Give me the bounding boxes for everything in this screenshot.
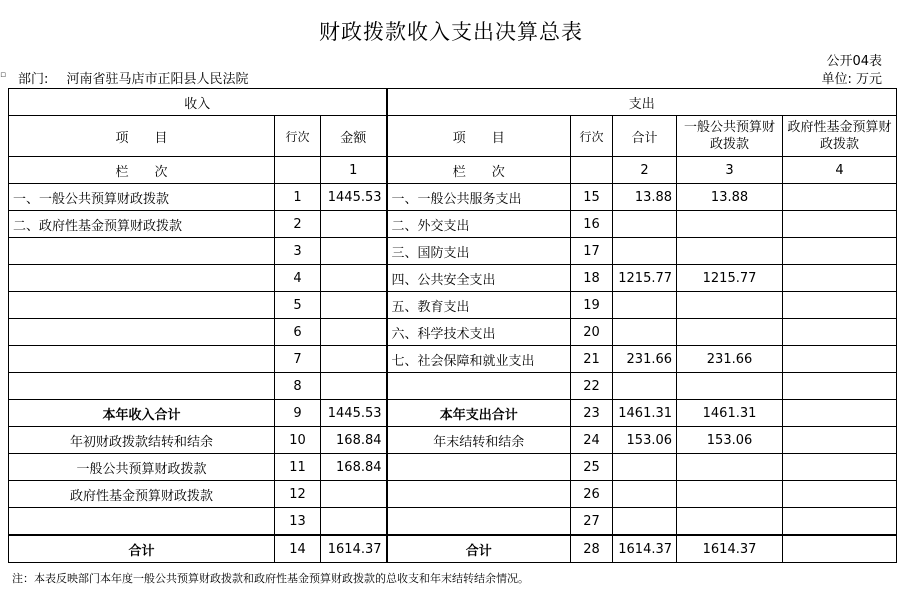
expense-line-cell: 15 [571, 184, 613, 211]
col-2-label: 2 [613, 157, 677, 184]
expense-total-cell: 231.66 [613, 346, 677, 373]
expense-item-cell: 五、教育支出 [387, 292, 571, 319]
income-amount-cell [321, 238, 387, 265]
table-row [9, 400, 897, 427]
expense-line-cell: 24 [571, 427, 613, 454]
general-budget-cell [677, 238, 783, 265]
table-row [9, 481, 897, 508]
general-budget-header: 一般公共预算财政拨款 [677, 116, 783, 157]
budget-table [8, 88, 897, 563]
footnote: 注：本表反映部门本年度一般公共预算财政拨款和政府性基金预算财政拨款的总收支和年末结转结余情况。 [12, 572, 529, 585]
expense-total-cell: 1461.31 [613, 400, 677, 427]
expense-line-cell: 22 [571, 373, 613, 400]
general-budget-cell [677, 292, 783, 319]
fund-budget-cell [783, 373, 897, 400]
income-item-cell: 合计 [9, 535, 275, 563]
expense-line-cell: 26 [571, 481, 613, 508]
table-body [9, 184, 897, 563]
income-item-cell: 年初财政拨款结转和结余 [9, 427, 275, 454]
income-amount-cell: 1445.53 [321, 400, 387, 427]
general-budget-cell [677, 211, 783, 238]
income-line-cell: 14 [275, 535, 321, 563]
table-row [9, 238, 897, 265]
income-line-header: 行次 [275, 116, 321, 157]
anchor-mark-icon: ▫ [0, 70, 7, 80]
income-column-label: 栏 次 [9, 157, 275, 184]
table-row [9, 508, 897, 536]
expense-item-cell [387, 481, 571, 508]
expense-total-cell [613, 373, 677, 400]
fund-budget-cell [783, 292, 897, 319]
general-budget-cell [677, 481, 783, 508]
general-budget-cell [677, 373, 783, 400]
fund-budget-cell [783, 184, 897, 211]
income-line-cell: 3 [275, 238, 321, 265]
income-item-cell [9, 265, 275, 292]
expense-item-cell: 七、社会保障和就业支出 [387, 346, 571, 373]
income-line-cell: 8 [275, 373, 321, 400]
general-budget-cell: 1614.37 [677, 535, 783, 563]
expense-item-cell: 三、国防支出 [387, 238, 571, 265]
expense-item-header: 项 目 [387, 116, 571, 157]
general-budget-cell: 13.88 [677, 184, 783, 211]
fund-budget-cell [783, 238, 897, 265]
expense-total-cell: 1215.77 [613, 265, 677, 292]
expense-total-header: 合计 [613, 116, 677, 157]
expense-total-cell [613, 238, 677, 265]
income-amount-cell [321, 481, 387, 508]
general-budget-cell: 1461.31 [677, 400, 783, 427]
general-budget-cell: 153.06 [677, 427, 783, 454]
expense-item-cell [387, 454, 571, 481]
income-amount-cell: 1614.37 [321, 535, 387, 563]
income-amount-cell: 1445.53 [321, 184, 387, 211]
income-item-cell [9, 373, 275, 400]
income-item-cell [9, 508, 275, 536]
col-4-label: 4 [783, 157, 897, 184]
fund-budget-cell [783, 481, 897, 508]
income-line-cell: 9 [275, 400, 321, 427]
income-line-cell: 2 [275, 211, 321, 238]
income-item-header: 项 目 [9, 116, 275, 157]
general-budget-cell [677, 508, 783, 536]
col-1-label: 1 [321, 157, 387, 184]
income-line-cell: 7 [275, 346, 321, 373]
fund-budget-cell [783, 265, 897, 292]
fund-budget-cell [783, 535, 897, 563]
fund-budget-cell [783, 211, 897, 238]
income-item-cell: 本年收入合计 [9, 400, 275, 427]
fund-budget-cell [783, 346, 897, 373]
fund-budget-cell [783, 400, 897, 427]
income-amount-cell [321, 265, 387, 292]
expense-total-cell [613, 481, 677, 508]
expense-item-cell: 一、一般公共服务支出 [387, 184, 571, 211]
income-header: 收入 [9, 89, 387, 116]
income-item-cell: 一、一般公共预算财政拨款 [9, 184, 275, 211]
table-row [9, 292, 897, 319]
expense-total-cell [613, 211, 677, 238]
department-name: 河南省驻马店市正阳县人民法院 [66, 72, 249, 87]
income-line-cell: 6 [275, 319, 321, 346]
income-amount-cell [321, 211, 387, 238]
expense-line-cell: 23 [571, 400, 613, 427]
expense-total-cell [613, 454, 677, 481]
expense-header: 支出 [387, 89, 897, 116]
income-amount-header: 金额 [321, 116, 387, 157]
department-label: 部门: [18, 72, 49, 87]
expense-line-cell: 28 [571, 535, 613, 563]
income-item-cell [9, 319, 275, 346]
expense-total-cell [613, 508, 677, 536]
expense-item-cell: 二、外交支出 [387, 211, 571, 238]
fund-budget-cell [783, 319, 897, 346]
income-item-cell [9, 346, 275, 373]
table-row [9, 265, 897, 292]
expense-total-cell: 153.06 [613, 427, 677, 454]
income-line-cell: 5 [275, 292, 321, 319]
income-item-cell: 一般公共预算财政拨款 [9, 454, 275, 481]
income-line-cell: 10 [275, 427, 321, 454]
expense-line-cell: 25 [571, 454, 613, 481]
income-line-cell: 12 [275, 481, 321, 508]
expense-line-header: 行次 [571, 116, 613, 157]
expense-line-cell: 20 [571, 319, 613, 346]
expense-item-cell: 本年支出合计 [387, 400, 571, 427]
general-budget-cell: 1215.77 [677, 265, 783, 292]
expense-item-cell [387, 373, 571, 400]
expense-total-cell: 1614.37 [613, 535, 677, 563]
expense-line-cell: 16 [571, 211, 613, 238]
form-number: 公开04表 [826, 54, 882, 69]
table-row [9, 319, 897, 346]
income-item-cell [9, 292, 275, 319]
income-line-cell: 1 [275, 184, 321, 211]
table-row [9, 454, 897, 481]
expense-item-cell: 六、科学技术支出 [387, 319, 571, 346]
table-row [9, 373, 897, 400]
fund-budget-cell [783, 454, 897, 481]
table-row [9, 211, 897, 238]
table-row [9, 346, 897, 373]
income-amount-cell [321, 292, 387, 319]
expense-item-cell: 合计 [387, 535, 571, 563]
income-amount-cell [321, 319, 387, 346]
expense-item-cell: 四、公共安全支出 [387, 265, 571, 292]
department-line [18, 68, 249, 87]
col-3-label: 3 [677, 157, 783, 184]
income-item-cell: 政府性基金预算财政拨款 [9, 481, 275, 508]
expense-line-cell: 19 [571, 292, 613, 319]
income-line-cell: 4 [275, 265, 321, 292]
income-amount-cell: 168.84 [321, 427, 387, 454]
expense-total-cell [613, 319, 677, 346]
report-title: 财政拨款收入支出决算总表 [319, 20, 583, 44]
expense-item-cell [387, 508, 571, 536]
general-budget-cell: 231.66 [677, 346, 783, 373]
income-item-cell: 二、政府性基金预算财政拨款 [9, 211, 275, 238]
fund-budget-cell [783, 427, 897, 454]
expense-total-cell [613, 292, 677, 319]
income-item-cell [9, 238, 275, 265]
income-amount-cell [321, 346, 387, 373]
unit-label: 单位: 万元 [821, 72, 882, 87]
income-amount-cell [321, 508, 387, 536]
income-amount-cell: 168.84 [321, 454, 387, 481]
expense-line-cell: 18 [571, 265, 613, 292]
income-line-cell: 11 [275, 454, 321, 481]
general-budget-cell [677, 319, 783, 346]
expense-item-cell: 年末结转和结余 [387, 427, 571, 454]
table-row [9, 427, 897, 454]
fund-budget-header: 政府性基金预算财政拨款 [783, 116, 897, 157]
expense-column-label: 栏 次 [387, 157, 571, 184]
expense-total-cell: 13.88 [613, 184, 677, 211]
income-line-cell: 13 [275, 508, 321, 536]
general-budget-cell [677, 454, 783, 481]
table-row [9, 535, 897, 563]
table-row [9, 184, 897, 211]
expense-line-cell: 17 [571, 238, 613, 265]
fund-budget-cell [783, 508, 897, 536]
expense-line-cell: 21 [571, 346, 613, 373]
income-amount-cell [321, 373, 387, 400]
expense-line-cell: 27 [571, 508, 613, 536]
